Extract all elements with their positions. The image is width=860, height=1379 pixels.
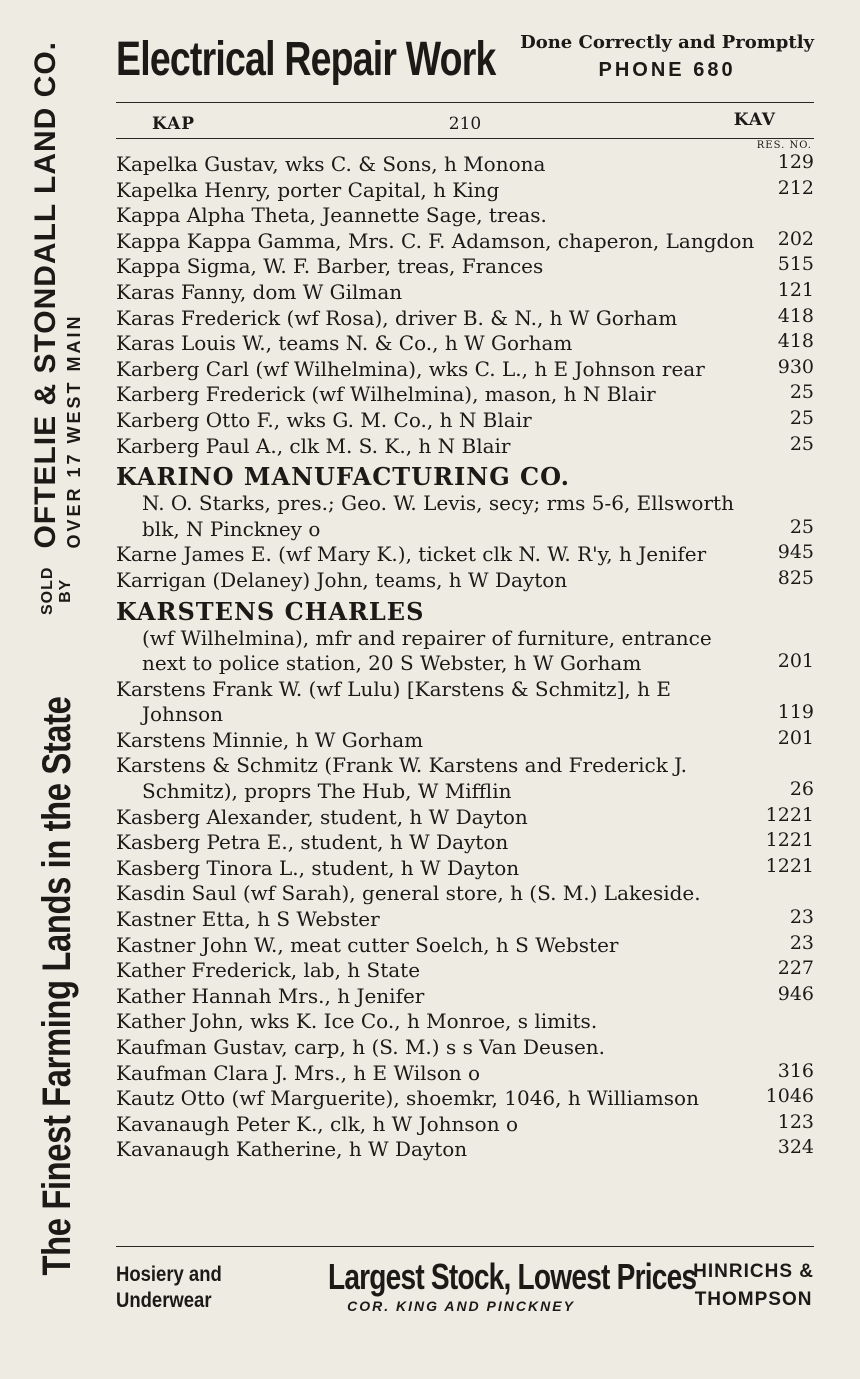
bottom-ad-right-line1: HINRICHS &: [693, 1261, 814, 1282]
entry-heading: KARSTENS CHARLES: [116, 596, 425, 626]
running-head: [116, 110, 814, 138]
directory-entry: [116, 152, 814, 178]
bottom-ad-left-line1: Hosiery and: [116, 1263, 222, 1286]
entry-text: Kappa Alpha Theta, Jeannette Sage, treas.: [116, 203, 547, 228]
entry-res-number: 946: [777, 982, 814, 1005]
directory-entry: [116, 1061, 814, 1087]
entry-res-number: 202: [777, 227, 814, 250]
directory-entry: [116, 229, 814, 255]
entry-text: Kapelka Gustav, wks C. & Sons, h Monona: [116, 152, 546, 176]
entry-text: Kasberg Petra E., student, h W Dayton: [116, 830, 509, 855]
entry-res-number: 25: [789, 432, 814, 455]
entry-res-number: 121: [777, 278, 814, 301]
top-ad-title: Electrical Repair Work: [116, 33, 496, 86]
entry-text: Karberg Frederick (wf Wilhelmina), mason, h N Blair: [116, 382, 656, 407]
entry-res-number: 1046: [765, 1085, 814, 1108]
entry-res-number: 23: [789, 931, 814, 954]
entry-res-number: 316: [777, 1059, 814, 1082]
directory-entry: [116, 626, 814, 677]
bottom-ad-left-line2: Underwear: [116, 1289, 212, 1312]
entry-text: Kasberg Alexander, student, h W Dayton: [116, 804, 528, 829]
entry-heading: KARINO MANUFACTURING CO.: [116, 462, 570, 492]
entry-text: Kastner John W., meat cutter Soelch, h S Webster: [116, 932, 619, 957]
directory-entry: [116, 1137, 814, 1163]
entry-res-number: 25: [789, 515, 814, 538]
directory-entry: [116, 1086, 814, 1112]
entry-text: N. O. Starks, pres.; Geo. W. Levis, secy; rms 5-6, Ellsworth blk, N Pinckney o: [142, 491, 734, 541]
entry-res-number: 825: [777, 566, 814, 589]
running-head-right: KAV: [733, 110, 776, 130]
directory-entry: [116, 491, 814, 542]
entry-text: Kappa Kappa Gamma, Mrs. C. F. Adamson, chaperon, Langdon: [116, 228, 755, 253]
entry-text: Kasberg Tinora L., student, h W Dayton: [116, 855, 520, 880]
entry-text: Kavanaugh Katherine, h W Dayton: [116, 1137, 468, 1162]
entry-text: Karstens & Schmitz (Frank W. Karstens and Frederick J. Schmitz), proprs The Hub, W Mifflin: [116, 753, 687, 804]
entry-text: Kaufman Clara J. Mrs., h E Wilson o: [116, 1060, 481, 1085]
bottom-ad-right: [693, 1258, 814, 1314]
entry-res-number: 26: [789, 778, 814, 801]
entry-text: Kastner Etta, h S Webster: [116, 907, 380, 932]
top-advertisement: [116, 28, 814, 98]
bottom-ad-headline: Largest Stock, Lowest Prices: [327, 1256, 697, 1297]
directory-entry: [116, 805, 814, 831]
entry-res-number: 1221: [765, 803, 814, 826]
entry-text: Karrigan (Delaney) John, teams, h W Dayton: [116, 567, 568, 592]
directory-entry: [116, 830, 814, 856]
entry-res-number: 25: [789, 406, 814, 429]
directory-entry: [116, 984, 814, 1010]
entry-text: Kather Hannah Mrs., h Jenifer: [116, 983, 425, 1008]
directory-entry: [116, 306, 814, 332]
top-divider: [116, 102, 814, 103]
bottom-ad-center: [276, 1256, 697, 1314]
side-ad-slogan: The Finest Farming Lands in the State: [34, 696, 79, 1276]
side-advertisement: [10, 0, 104, 1379]
directory-entry: [116, 280, 814, 306]
directory-entry: [116, 408, 814, 434]
directory-entry: [116, 933, 814, 959]
side-ad-rotated: [10, 20, 104, 1360]
bottom-divider: [116, 1246, 814, 1247]
bottom-advertisement: [116, 1256, 814, 1326]
side-ad-company-block: [29, 41, 85, 549]
entry-res-number: 227: [777, 957, 814, 980]
entry-res-number: 123: [777, 1110, 814, 1133]
entry-text: Kaufman Gustav, carp, h (S. M.) s s Van Deusen.: [116, 1035, 606, 1059]
entry-res-number: 1221: [765, 854, 814, 877]
entry-res-number: 945: [777, 541, 814, 564]
entry-res-number: 129: [777, 151, 814, 173]
entry-text: Kather John, wks K. Ice Co., h Monroe, s limits.: [116, 1009, 598, 1034]
directory-entry: [116, 753, 814, 804]
entry-text: Karberg Carl (wf Wilhelmina), wks C. L., h E Johnson rear: [116, 356, 705, 381]
running-head-left: KAP: [152, 114, 196, 134]
entry-text: Karstens Frank W. (wf Lulu) [Karstens & Schmitz], h E Johnson: [116, 676, 671, 727]
entry-res-number: 418: [777, 330, 814, 353]
entry-res-number: 515: [777, 253, 814, 276]
directory-entry: [116, 178, 814, 204]
directory-entry: [116, 1035, 814, 1061]
top-ad-details: [520, 32, 814, 82]
entry-text: Karas Fanny, dom W Gilman: [116, 279, 403, 304]
entry-text: Kavanaugh Peter K., clk, h W Johnson o: [116, 1111, 519, 1136]
entry-text: Kappa Sigma, W. F. Barber, treas, Frances: [116, 254, 544, 279]
directory-entry: [116, 434, 814, 460]
directory-entry: [116, 382, 814, 408]
entry-text: Kapelka Henry, porter Capital, h King: [116, 177, 500, 202]
entry-text: Karstens Minnie, h W Gorham: [116, 727, 424, 752]
top-ad-phone: PHONE 680: [598, 59, 736, 81]
directory-entry: [116, 1112, 814, 1138]
page-number: 210: [448, 114, 482, 134]
side-ad-sold: SOLD: [39, 566, 56, 615]
side-ad-address: OVER 17 WEST MAIN: [64, 313, 84, 549]
entry-res-number: 930: [777, 355, 814, 378]
side-ad-by: BY: [57, 578, 74, 603]
directory-entry: [116, 203, 814, 229]
entry-text: Kasdin Saul (wf Sarah), general store, h (S. M.) Lakeside.: [116, 881, 701, 906]
directory-entry: [116, 677, 814, 728]
header-divider: [116, 138, 814, 139]
directory-entry: [116, 568, 814, 594]
top-ad-tagline: Done Correctly and Promptly: [520, 32, 814, 53]
side-ad-company: OFTELIE & STONDALL LAND CO.: [29, 40, 62, 549]
entry-text: Karas Louis W., teams N. & Co., h W Gorham: [116, 331, 573, 356]
entry-text: (wf Wilhelmina), mfr and repairer of furniture, entrance next to police station, 20 S Webster, h W Gorham: [142, 625, 712, 676]
bottom-ad-left: [116, 1262, 222, 1314]
directory-entry: [116, 958, 814, 984]
directory-entry: [116, 542, 814, 568]
directory-entry: [116, 357, 814, 383]
entry-text: Kather Frederick, lab, h State: [116, 958, 421, 983]
bottom-ad-address: COR. KING AND PINCKNEY: [347, 1298, 575, 1314]
entry-res-number: 201: [777, 726, 814, 749]
entry-res-number: 418: [777, 304, 814, 327]
directory-entry: [116, 331, 814, 357]
entry-res-number: 25: [789, 381, 814, 404]
entry-text: Karne James E. (wf Mary K.), ticket clk N. W. R'y, h Jenifer: [116, 542, 707, 567]
directory-entry: [116, 1009, 814, 1035]
entry-res-number: 201: [777, 650, 814, 673]
entry-res-number: 324: [777, 1136, 814, 1159]
entry-text: Karas Frederick (wf Rosa), driver B. & N., h W Gorham: [116, 305, 678, 330]
entry-res-number: 23: [789, 906, 814, 929]
directory-entry: [116, 907, 814, 933]
directory-entry: [116, 254, 814, 280]
entry-res-number: 119: [777, 701, 814, 724]
column-header-res-no: RES. NO.: [756, 140, 812, 151]
entry-res-number: 1221: [765, 829, 814, 852]
entry-text: Karberg Paul A., clk M. S. K., h N Blair: [116, 433, 511, 458]
directory-entries: [116, 152, 814, 1163]
entry-res-number: 212: [777, 176, 814, 199]
entry-text: Karberg Otto F., wks G. M. Co., h N Blair: [116, 407, 532, 432]
directory-entry: [116, 881, 814, 907]
side-ad-sold-by: [39, 567, 75, 615]
bottom-ad-right-line2: THOMPSON: [694, 1289, 813, 1310]
entry-text: Kautz Otto (wf Marguerite), shoemkr, 1046, h Williamson: [116, 1086, 699, 1111]
directory-entry: [116, 856, 814, 882]
directory-entry: [116, 728, 814, 754]
